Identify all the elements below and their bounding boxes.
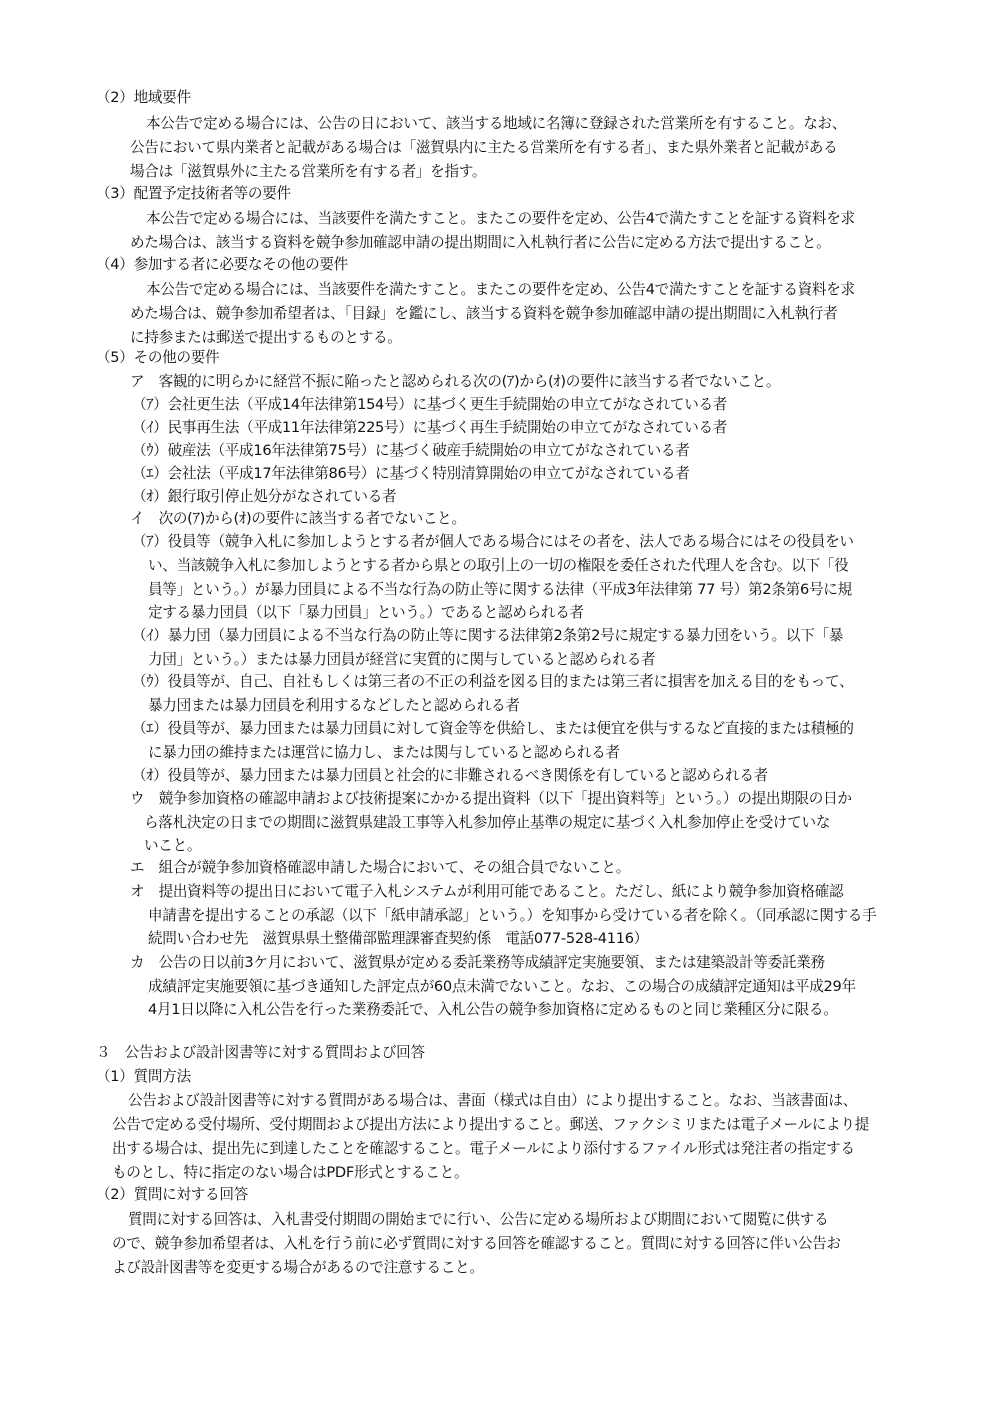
paragraph-line: よび設計図書等を変更する場合があるので注意すること。 (112, 1259, 484, 1276)
paragraph-line: めた場合は、該当する資料を競争参加確認申請の提出期間に入札執行者に公告に定める方法で提出すること。 (130, 234, 831, 251)
sub-list-item: （ｳ）役員等が、自己、自社もしくは第三者の不正の利益を図る目的または第三者に損害を加える目的をもって、 (132, 673, 854, 690)
paragraph-line: 本公告で定める場合には、当該要件を満たすこと。またこの要件を定め、公告4で満たすことを証する資料を求 (146, 281, 855, 298)
list-item: ウ 競争参加資格の確認申請および技術提案にかかる提出資料（以下「提出資料等」という。）の提出期限の日か (130, 790, 852, 807)
sub-list-item: （ｵ）役員等が、暴力団または暴力団員と社会的に非難されるべき関係を有していると認められる者 (132, 767, 768, 784)
sub-list-item-continued: い、当該競争入札に参加しようとする者から県との取引上の一切の権限を委任された代理人を含む。以下「役 (148, 557, 849, 574)
chapter-heading: ３ 公告および設計図書等に対する質問および回答 (96, 1044, 425, 1061)
sub-list-item: （ｵ）銀行取引停止処分がなされている者 (132, 488, 397, 505)
section-heading: （5）その他の要件 (96, 349, 220, 366)
paragraph-line: 質問に対する回答は、入札書受付期間の開始までに行い、公告に定める場所および期間において閲覧に供する (128, 1211, 829, 1228)
paragraph-line: 場合は「滋賀県外に主たる営業所を有する者」を指す。 (130, 163, 487, 180)
list-item: エ 組合が競争参加資格確認申請した場合において、その組合員でないこと。 (130, 859, 630, 876)
list-item: カ 公告の日以前3ケ月において、滋賀県が定める委託業務等成績評定実施要領、または建築設計等委託業務 (130, 954, 825, 971)
paragraph-line: 公告で定める受付場所、受付期間および提出方法により提出すること。郵送、ファクシミリまたは電子メールにより提 (112, 1116, 869, 1133)
sub-list-item-continued: 暴力団または暴力団員を利用するなどしたと認められる者 (148, 697, 520, 714)
paragraph-line: 本公告で定める場合には、当該要件を満たすこと。またこの要件を定め、公告4で満たすことを証する資料を求 (146, 210, 855, 227)
paragraph-line: 本公告で定める場合には、公告の日において、該当する地域に名簿に登録された営業所を有すること。なお、 (146, 115, 847, 132)
paragraph-line: 公告において県内業者と記載がある場合は「滋賀県内に主たる営業所を有する者」、また県外業者と記載がある (130, 139, 838, 156)
section-heading: （4）参加する者に必要なその他の要件 (96, 256, 348, 273)
list-item: ア 客観的に明らかに経営不振に陥ったと認められる次の(ｱ)から(ｵ)の要件に該当する者でないこと。 (130, 373, 781, 390)
paragraph-line: 出する場合は、提出先に到達したことを確認すること。電子メールにより添付するファイル形式は発注者の指定する (112, 1140, 855, 1157)
sub-list-item: （ｲ）民事再生法（平成11年法律第225号）に基づく再生手続開始の申立てがなされている者 (132, 419, 728, 436)
list-item-continued: 4月1日以降に入札公告を行った業務委託で、入札公告の競争参加資格に定めるものと同じ業種区分に限る。 (148, 1001, 838, 1018)
paragraph-line: 公告および設計図書等に対する質問がある場合は、書面（様式は自由）により提出すること。なお、当該書面は、 (128, 1092, 857, 1109)
list-item-continued: 申請書を提出することの承認（以下「紙申請承認」という。）を知事から受けている者を除く。（同承認に関する手 (148, 907, 877, 924)
paragraph-line: に持参または郵送で提出するものとする。 (130, 329, 402, 346)
list-item-continued: 成績評定実施要領に基づき通知した評定点が60点未満でないこと。なお、この場合の成績評定通知は平成29年 (148, 978, 856, 995)
sub-list-item-continued: に暴力団の維持または運営に協力し、または関与していると認められる者 (148, 744, 620, 761)
paragraph-line: めた場合は、競争参加希望者は、「目録」を鑑にし、該当する資料を競争参加確認申請の提出期間に入札執行者 (130, 305, 838, 322)
sub-list-item: （ｱ）役員等（競争入札に参加しようとする者が個人である場合にはその者を、法人である場合にはその役員をい (132, 533, 854, 550)
sub-list-item-continued: 定する暴力団員（以下「暴力団員」という。）であると認められる者 (148, 604, 584, 621)
sub-list-item-continued: 員等」という。）が暴力団員による不当な行為の防止等に関する法律（平成3年法律第 77 号）第2条第6号に規 (148, 581, 852, 598)
list-item-continued: 続問い合わせ先 滋賀県県土整備部監理課審査契約係 電話077-528-4116） (148, 930, 649, 947)
sub-list-item: （ｴ）役員等が、暴力団または暴力団員に対して資金等を供給し、または便宜を供与するなど直接的または積極的 (132, 720, 854, 737)
sub-list-item: （ｲ）暴力団（暴力団員による不当な行為の防止等に関する法律第2条第2号に規定する暴力団をいう。以下「暴 (132, 627, 844, 644)
section-heading: （2）質問に対する回答 (96, 1186, 248, 1203)
section-heading: （3）配置予定技術者等の要件 (96, 185, 291, 202)
section-heading: （1）質問方法 (96, 1068, 191, 1085)
sub-list-item: （ｱ）会社更生法（平成14年法律第154号）に基づく更生手続開始の申立てがなされている者 (132, 396, 728, 413)
section-heading: （2）地域要件 (96, 89, 191, 106)
paragraph-line: ので、競争参加希望者は、入札を行う前に必ず質問に対する回答を確認すること。質問に対する回答に伴い公告お (112, 1235, 841, 1252)
paragraph-line: ものとし、特に指定のない場合はPDF形式とすること。 (112, 1164, 469, 1181)
sub-list-item: （ｴ）会社法（平成17年法律第86号）に基づく特別清算開始の申立てがなされている者 (132, 465, 690, 482)
list-item: イ 次の(ｱ)から(ｵ)の要件に該当する者でないこと。 (130, 510, 466, 527)
sub-list-item: （ｳ）破産法（平成16年法律第75号）に基づく破産手続開始の申立てがなされている者 (132, 442, 690, 459)
list-item-continued: ら落札決定の日までの期間に滋賀県建設工事等入札参加停止基準の規定に基づく入札参加停止を受けていな (144, 814, 831, 831)
list-item: オ 提出資料等の提出日において電子入札システムが利用可能であること。ただし、紙により競争参加資格確認 (130, 883, 844, 900)
sub-list-item-continued: 力団」という。）または暴力団員が経営に実質的に関与していると認められる者 (148, 651, 656, 668)
list-item-continued: いこと。 (144, 837, 202, 854)
